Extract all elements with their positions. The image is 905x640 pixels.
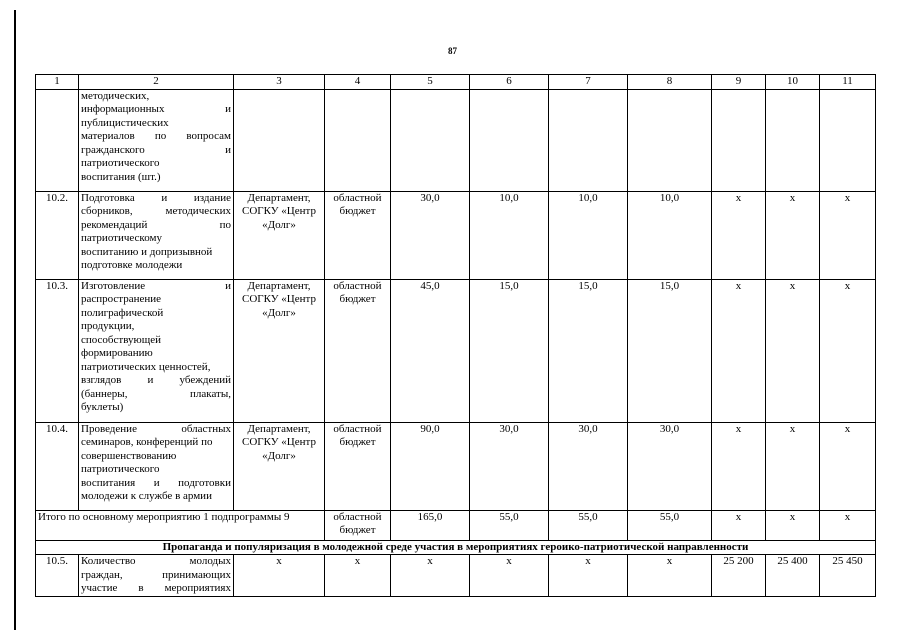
activity-name: Изготовление и распространение полиграфической продукции, способствующей формированию патриотических ценностей, взглядов и убеждений (баннеры, плакаты, буклеты) bbox=[79, 279, 234, 422]
funding-source: областной бюджет bbox=[325, 422, 391, 510]
value-total: 30,0 bbox=[391, 191, 470, 279]
activity-name: Проведение областных семинаров, конференций по совершенствованию патриотического воспитания и подготовки молодежи к службе в армии bbox=[79, 422, 234, 510]
indicator-1: 25 200 bbox=[712, 555, 766, 597]
value-year-2: 15,0 bbox=[549, 279, 628, 422]
value-year-2: 55,0 bbox=[549, 510, 628, 540]
value-year-2: 30,0 bbox=[549, 422, 628, 510]
value-total: 90,0 bbox=[391, 422, 470, 510]
indicator-1: х bbox=[712, 191, 766, 279]
column-number: 8 bbox=[628, 75, 712, 90]
column-number: 5 bbox=[391, 75, 470, 90]
value-year-1: х bbox=[470, 555, 549, 597]
column-numbers-row bbox=[36, 75, 876, 90]
program-table bbox=[35, 74, 876, 597]
value-year-2: 10,0 bbox=[549, 191, 628, 279]
indicator-1: х bbox=[712, 510, 766, 540]
column-number: 11 bbox=[820, 75, 876, 90]
row-number: 10.2. bbox=[36, 191, 79, 279]
row-number: 10.4. bbox=[36, 422, 79, 510]
column-number: 1 bbox=[36, 75, 79, 90]
value-year-1: 15,0 bbox=[470, 279, 549, 422]
indicator-3: х bbox=[820, 422, 876, 510]
value-total: х bbox=[391, 555, 470, 597]
section-title: Пропаганда и популяризация в молодежной среде участия в мероприятиях героико-патриотической направленности bbox=[36, 540, 876, 555]
section-heading-row bbox=[36, 540, 876, 555]
column-number: 9 bbox=[712, 75, 766, 90]
value-year-1: 10,0 bbox=[470, 191, 549, 279]
column-number: 10 bbox=[766, 75, 820, 90]
value-year-3: 55,0 bbox=[628, 510, 712, 540]
total-label: Итого по основному мероприятию 1 подпрограммы 9 bbox=[36, 510, 325, 540]
value-total: 45,0 bbox=[391, 279, 470, 422]
value-year-3: 15,0 bbox=[628, 279, 712, 422]
indicator-1: х bbox=[712, 422, 766, 510]
table-row bbox=[36, 279, 876, 422]
value-year-3: 10,0 bbox=[628, 191, 712, 279]
table-row bbox=[36, 89, 876, 191]
value-total: 165,0 bbox=[391, 510, 470, 540]
page-number: 87 bbox=[448, 46, 457, 56]
indicator-2: х bbox=[766, 191, 820, 279]
column-number: 4 bbox=[325, 75, 391, 90]
row-number bbox=[36, 89, 79, 191]
row-number: 10.3. bbox=[36, 279, 79, 422]
value-year-1: 30,0 bbox=[470, 422, 549, 510]
indicator-3: х bbox=[820, 510, 876, 540]
indicator-2: 25 400 bbox=[766, 555, 820, 597]
binding-line bbox=[14, 10, 16, 630]
table-row bbox=[36, 555, 876, 597]
value-year-3: 30,0 bbox=[628, 422, 712, 510]
funding-source: областной бюджет bbox=[325, 191, 391, 279]
column-number: 3 bbox=[234, 75, 325, 90]
activity-name: методических, информационных и публицистических материалов по вопросам гражданского и патриотического воспитания (шт.) bbox=[79, 89, 234, 191]
indicator-2: х bbox=[766, 422, 820, 510]
value-year-2: х bbox=[549, 555, 628, 597]
executor: Департамент, СОГКУ «Центр «Долг» bbox=[234, 422, 325, 510]
activity-name: Подготовка и издание сборников, методических рекомендаций по патриотическому воспитанию и допризывной подготовке молодежи bbox=[79, 191, 234, 279]
executor: х bbox=[234, 555, 325, 597]
column-number: 2 bbox=[79, 75, 234, 90]
executor: Департамент, СОГКУ «Центр «Долг» bbox=[234, 191, 325, 279]
table-row bbox=[36, 191, 876, 279]
funding-source: областной бюджет bbox=[325, 279, 391, 422]
funding-source: х bbox=[325, 555, 391, 597]
activity-name: Количество молодых граждан, принимающих участие в мероприятиях bbox=[79, 555, 234, 597]
indicator-2: х bbox=[766, 279, 820, 422]
column-number: 6 bbox=[470, 75, 549, 90]
value-year-3: х bbox=[628, 555, 712, 597]
indicator-2: х bbox=[766, 510, 820, 540]
row-number: 10.5. bbox=[36, 555, 79, 597]
funding-source: областной бюджет bbox=[325, 510, 391, 540]
table-row bbox=[36, 422, 876, 510]
column-number: 7 bbox=[549, 75, 628, 90]
indicator-1: х bbox=[712, 279, 766, 422]
executor: Департамент, СОГКУ «Центр «Долг» bbox=[234, 279, 325, 422]
total-row bbox=[36, 510, 876, 540]
value-year-1: 55,0 bbox=[470, 510, 549, 540]
indicator-3: х bbox=[820, 279, 876, 422]
indicator-3: 25 450 bbox=[820, 555, 876, 597]
indicator-3: х bbox=[820, 191, 876, 279]
